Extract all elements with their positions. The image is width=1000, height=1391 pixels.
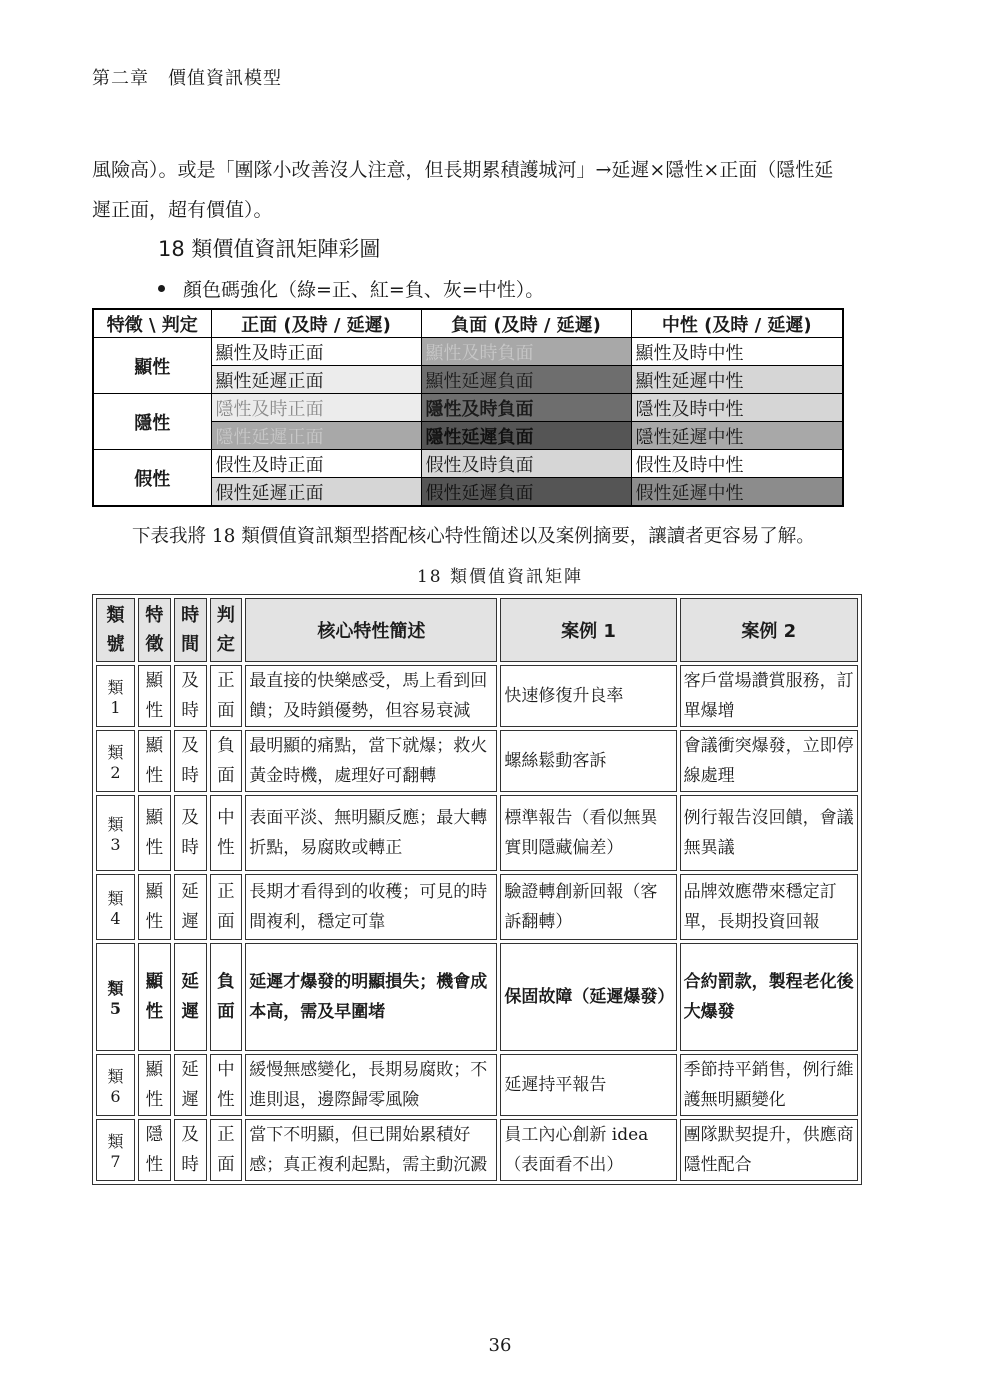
header-time: 時 間 — [174, 598, 207, 662]
row-time-cell: 及 時 — [174, 1119, 207, 1181]
matrix-cell: 顯性及時負面 — [421, 338, 631, 366]
matrix-header-cell: 中性 (及時 / 延遲) — [631, 309, 843, 338]
row-case1-cell: 延遲持平報告 — [500, 1054, 676, 1116]
matrix-cell: 隱性及時負面 — [421, 394, 631, 422]
row-feature-cell: 顯 性 — [138, 943, 171, 1051]
header-desc: 核心特性簡述 — [245, 598, 497, 662]
matrix-header-cell: 負面 (及時 / 延遲) — [421, 309, 631, 338]
row-feature-cell: 顯 性 — [138, 665, 171, 727]
row-desc-cell: 最明顯的痛點，當下就爆；救火黃金時機，處理好可翻轉 — [245, 730, 497, 792]
matrix-cell: 隱性延遲中性 — [631, 422, 843, 450]
matrix-cell: 顯性延遲負面 — [421, 366, 631, 394]
matrix-cell: 假性延遲負面 — [421, 478, 631, 507]
paragraph-line-1: 風險高）。或是「團隊小改善沒人注意，但長期累積護城河」→延遲×隱性×正面（隱性延 — [92, 159, 834, 181]
header-case1: 案例 1 — [500, 598, 676, 662]
row-case1-cell: 螺絲鬆動客訴 — [500, 730, 676, 792]
header-feature: 特 徵 — [138, 598, 171, 662]
row-judge-cell: 正 面 — [210, 874, 243, 940]
row-feature-cell: 顯 性 — [138, 1054, 171, 1116]
row-judge-cell: 負 面 — [210, 943, 243, 1051]
matrix-cell: 假性及時負面 — [421, 450, 631, 478]
row-time-cell: 延 遲 — [174, 874, 207, 940]
matrix-cell: 假性延遲中性 — [631, 478, 843, 507]
matrix-cell: 隱性延遲負面 — [421, 422, 631, 450]
row-time-cell: 延 遲 — [174, 943, 207, 1051]
row-judge-cell: 正 面 — [210, 1119, 243, 1181]
header-case2: 案例 2 — [680, 598, 858, 662]
row-judge-cell: 負 面 — [210, 730, 243, 792]
row-time-cell: 及 時 — [174, 730, 207, 792]
table-row — [96, 1119, 858, 1181]
row-id-cell: 類 2 — [96, 730, 135, 792]
matrix-cell: 顯性延遲正面 — [211, 366, 421, 394]
row-feature-cell: 顯 性 — [138, 795, 171, 871]
row-id-cell: 類 7 — [96, 1119, 135, 1181]
table-row — [96, 665, 858, 727]
page-number: 36 — [488, 1335, 512, 1356]
row-feature-cell: 顯 性 — [138, 730, 171, 792]
row-case2-cell: 季節持平銷售，例行維護無明顯變化 — [680, 1054, 858, 1116]
row-case2-cell: 品牌效應帶來穩定訂單，長期投資回報 — [680, 874, 858, 940]
row-desc-cell: 長期才看得到的收穫；可見的時間複利，穩定可靠 — [245, 874, 497, 940]
row-case2-cell: 會議衝突爆發，立即停線處理 — [680, 730, 858, 792]
matrix-cell: 顯性及時中性 — [631, 338, 843, 366]
row-case1-cell: 標準報告（看似無異實則隱藏偏差） — [500, 795, 676, 871]
row-time-cell: 延 遲 — [174, 1054, 207, 1116]
matrix-cell: 顯性延遲中性 — [631, 366, 843, 394]
row-case2-cell: 團隊默契提升，供應商隱性配合 — [680, 1119, 858, 1181]
matrix-cell: 隱性及時正面 — [211, 394, 421, 422]
matrix-header-cell: 正面 (及時 / 延遲) — [211, 309, 421, 338]
table-row — [96, 730, 858, 792]
matrix-cell: 顯性及時正面 — [211, 338, 421, 366]
row-feature-cell: 隱 性 — [138, 1119, 171, 1181]
row-id-cell: 類 1 — [96, 665, 135, 727]
row-id-cell: 類 6 — [96, 1054, 135, 1116]
section-heading: 18 類價值資訊矩陣彩圖 — [158, 237, 381, 261]
row-time-cell: 及 時 — [174, 795, 207, 871]
matrix-group-label: 隱性 — [93, 394, 211, 450]
matrix-group-label: 顯性 — [93, 338, 211, 394]
matrix-row — [93, 394, 843, 422]
bullet-text: 顏色碼強化（綠=正、紅=負、灰=中性）。 — [183, 279, 545, 301]
row-id-cell: 類 5 — [96, 943, 135, 1051]
matrix-cell: 假性及時正面 — [211, 450, 421, 478]
row-id-cell: 類 3 — [96, 795, 135, 871]
matrix-row — [93, 450, 843, 478]
row-feature-cell: 顯 性 — [138, 874, 171, 940]
table-row — [96, 943, 858, 1051]
row-desc-cell: 緩慢無感變化，長期易腐敗；不進則退，邊際歸零風險 — [245, 1054, 497, 1116]
row-id-cell: 類 4 — [96, 874, 135, 940]
table-row — [96, 1054, 858, 1116]
table-caption: 18 類價值資訊矩陣 — [416, 567, 584, 587]
matrix-row — [93, 338, 843, 366]
row-case2-cell: 客戶當場讚賞服務，訂單爆增 — [680, 665, 858, 727]
color-matrix-table — [92, 308, 844, 507]
header-id: 類 號 — [96, 598, 135, 662]
row-case1-cell: 快速修復升良率 — [500, 665, 676, 727]
row-judge-cell: 中 性 — [210, 1054, 243, 1116]
intro-text: 下表我將 18 類價值資訊類型搭配核心特性簡述以及案例摘要，讓讀者更容易了解。 — [132, 526, 815, 547]
row-desc-cell: 表面平淡、無明顯反應；最大轉折點，易腐敗或轉正 — [245, 795, 497, 871]
row-desc-cell: 延遲才爆發的明顯損失；機會成本高，需及早圍堵 — [245, 943, 497, 1051]
row-case1-cell: 驗證轉創新回報（客訴翻轉） — [500, 874, 676, 940]
matrix-cell: 隱性延遲正面 — [211, 422, 421, 450]
row-time-cell: 及 時 — [174, 665, 207, 727]
row-case2-cell: 合約罰款，製程老化後大爆發 — [680, 943, 858, 1051]
detail-table — [92, 594, 862, 1185]
row-judge-cell: 中 性 — [210, 795, 243, 871]
matrix-header-cell: 特徵 \ 判定 — [93, 309, 211, 338]
header-judge: 判 定 — [210, 598, 243, 662]
detail-header-row — [96, 598, 858, 662]
matrix-header-row — [93, 309, 843, 338]
row-desc-cell: 最直接的快樂感受，馬上看到回饋；及時鎖優勢，但容易衰減 — [245, 665, 497, 727]
matrix-group-label: 假性 — [93, 450, 211, 507]
paragraph-line-2: 遲正面，超有價值）。 — [92, 199, 273, 221]
row-case2-cell: 例行報告沒回饋，會議無異議 — [680, 795, 858, 871]
row-judge-cell: 正 面 — [210, 665, 243, 727]
row-case1-cell: 員工內心創新 idea（表面看不出） — [500, 1119, 676, 1181]
matrix-cell: 假性延遲正面 — [211, 478, 421, 507]
matrix-cell: 假性及時中性 — [631, 450, 843, 478]
body-paragraph — [92, 150, 912, 230]
row-case1-cell: 保固故障（延遲爆發） — [500, 943, 676, 1051]
chapter-header: 第二章 價值資訊模型 — [92, 68, 282, 89]
row-desc-cell: 當下不明顯，但已開始累積好感；真正複利起點，需主動沉澱 — [245, 1119, 497, 1181]
bullet-item — [158, 275, 544, 302]
matrix-cell: 隱性及時中性 — [631, 394, 843, 422]
table-row — [96, 795, 858, 871]
table-row — [96, 874, 858, 940]
bullet-dot-icon — [158, 285, 165, 292]
